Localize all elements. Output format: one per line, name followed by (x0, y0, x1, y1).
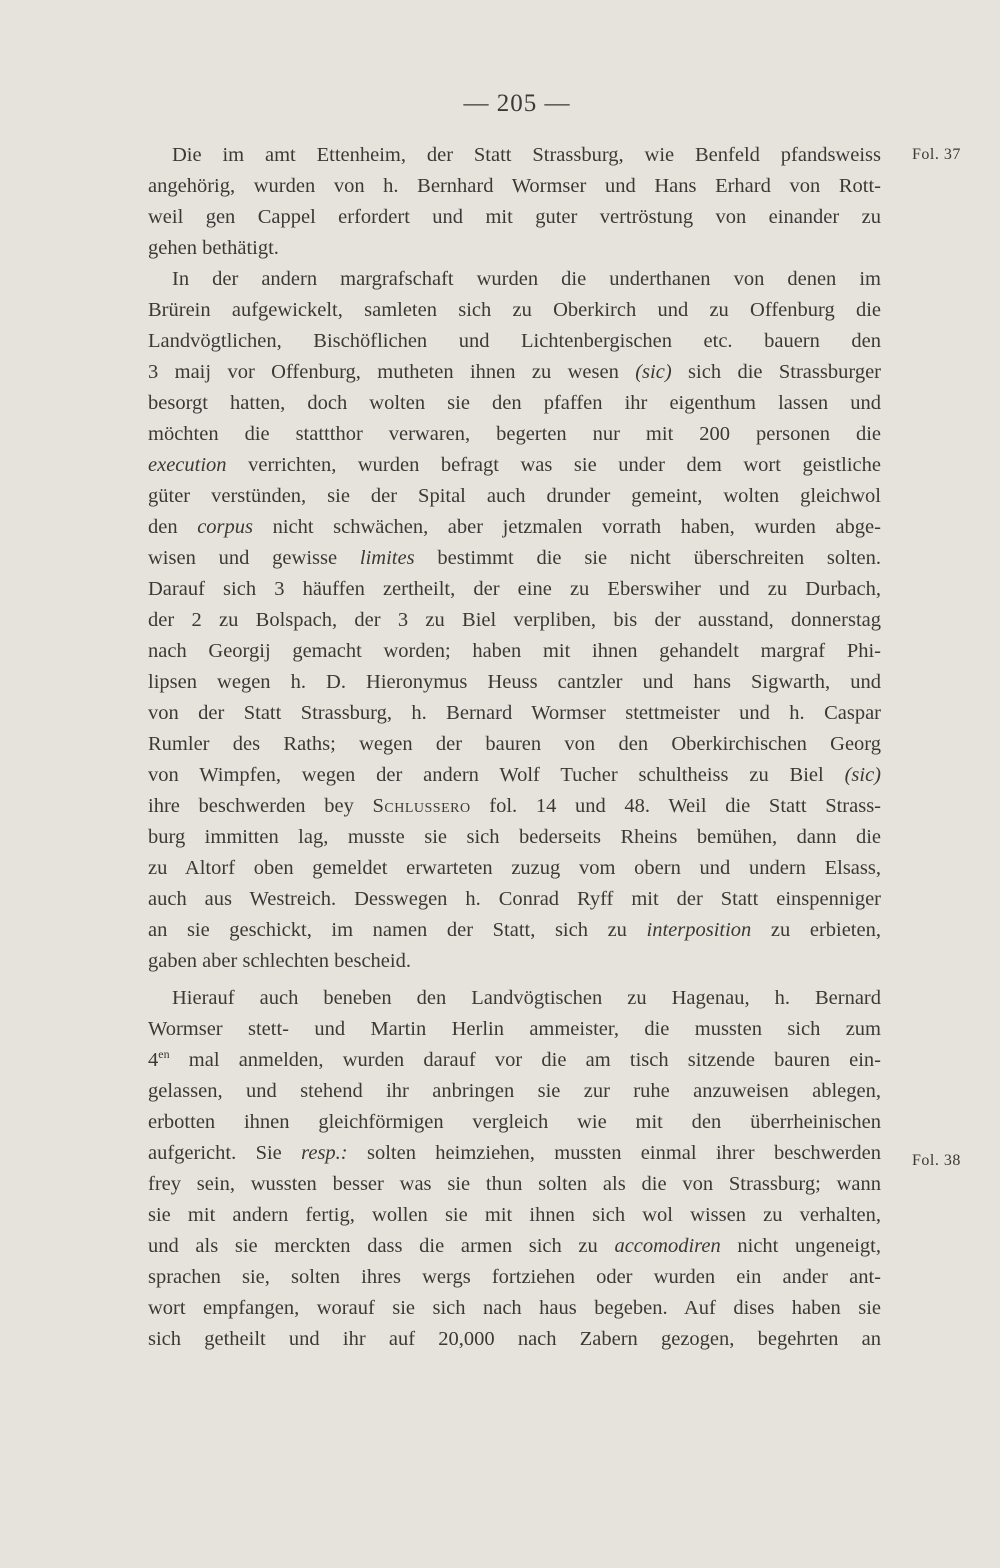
text-line: nach Georgij gemacht worden; haben mit ihnen gehandelt margraf Phi- (148, 640, 881, 662)
text-line: wisen und gewisse limites bestimmt die sie nicht überschreiten solten. (148, 547, 881, 569)
text-line: wort empfangen, worauf sie sich nach haus begeben. Auf dises haben sie (148, 1297, 881, 1319)
text-line: den corpus nicht schwächen, aber jetzmalen vorrath haben, wurden abge- (148, 516, 881, 538)
margin-note-fol-37: Fol. 37 (912, 146, 961, 163)
text-line: sich getheilt und ihr auf 20,000 nach Zabern gezogen, begehrten an (148, 1328, 881, 1350)
text-line: sprachen sie, solten ihres wergs fortziehen oder wurden ein ander ant- (148, 1266, 881, 1288)
text-line: $4^{en}$ mal anmelden, wurden darauf vor die am tisch sitzende bauren ein- (148, 1047, 881, 1071)
text-line: erbotten ihnen gleichförmigen vergleich wie mit den überrheinischen (148, 1111, 881, 1133)
text-line: angehörig, wurden von h. Bernhard Wormser und Hans Erhard von Rott- (148, 175, 881, 197)
text-line: gelassen, und stehend ihr anbringen sie zur ruhe anzuweisen ablegen, (148, 1080, 881, 1102)
text-line: weil gen Cappel erfordert und mit guter vertröstung von einander zu (148, 206, 881, 228)
text-line: Hierauf auch beneben den Landvögtischen zu Hagenau, h. Bernard (172, 987, 881, 1009)
page-number: — 205 — (463, 90, 571, 117)
text-line: Die im amt Ettenheim, der Statt Strassburg, wie Benfeld pfandsweiss (172, 144, 881, 166)
text-line: Darauf sich 3 häuffen zertheilt, der eine zu Eberswiher und zu Durbach, (148, 578, 881, 600)
text-line: an sie geschickt, im namen der Statt, sich zu interposition zu erbieten, (148, 919, 881, 941)
text-line: zu Altorf oben gemeldet erwarteten zuzug vom obern und undern Elsass, (148, 857, 881, 879)
text-line: der 2 zu Bolspach, der 3 zu Biel verpliben, bis der ausstand, donnerstag (148, 609, 881, 631)
text-line: 3 maij vor Offenburg, mutheten ihnen zu wesen (sic) sich die Strassburger (148, 361, 881, 383)
text-line: von der Statt Strassburg, h. Bernard Wormser stettmeister und h. Caspar (148, 702, 881, 724)
text-line: besorgt hatten, doch wolten sie den pfaffen ihr eigenthum lassen und (148, 392, 881, 414)
text-line: lipsen wegen h. D. Hieronymus Heuss cantzler und hans Sigwarth, und (148, 671, 881, 693)
text-line: gaben aber schlechten bescheid. (148, 950, 411, 972)
text-line: In der andern margrafschaft wurden die underthanen von denen im (172, 268, 881, 290)
text-line: aufgericht. Sie resp.: solten heimziehen, mussten einmal ihrer beschwerden (148, 1142, 881, 1164)
text-line: sie mit andern fertig, wollen sie mit ihnen sich wol wissen zu verhalten, (148, 1204, 881, 1226)
text-line: auch aus Westreich. Desswegen h. Conrad Ryff mit der Statt einspenniger (148, 888, 881, 910)
margin-note-fol-38: Fol. 38 (912, 1152, 961, 1169)
text-line: und als sie merckten dass die armen sich zu accomodiren nicht ungeneigt, (148, 1235, 881, 1257)
text-line: Wormser stett- und Martin Herlin ammeister, die mussten sich zum (148, 1018, 881, 1040)
text-line: von Wimpfen, wegen der andern Wolf Tucher schultheiss zu Biel (sic) (148, 764, 881, 786)
text-line: ihre beschwerden bey Schlussero fol. 14 und 48. Weil die Statt Strass- (148, 795, 881, 817)
text-line: möchten die stattthor verwaren, begerten nur mit 200 personen die (148, 423, 881, 445)
text-line: execution verrichten, wurden befragt was sie under dem wort geistliche (148, 454, 881, 476)
text-line: Brürein aufgewickelt, samleten sich zu Oberkirch und zu Offenburg die (148, 299, 881, 321)
text-line: burg immitten lag, musste sie sich bederseits Rheins bemühen, dann die (148, 826, 881, 848)
text-line: güter verstünden, sie der Spital auch drunder gemeint, wolten gleichwol (148, 485, 881, 507)
text-line: gehen bethätigt. (148, 237, 279, 259)
text-line: Landvögtlichen, Bischöflichen und Lichtenbergischen etc. bauern den (148, 330, 881, 352)
text-line: Rumler des Raths; wegen der bauren von den Oberkirchischen Georg (148, 733, 881, 755)
text-line: frey sein, wussten besser was sie thun solten als die von Strassburg; wann (148, 1173, 881, 1195)
